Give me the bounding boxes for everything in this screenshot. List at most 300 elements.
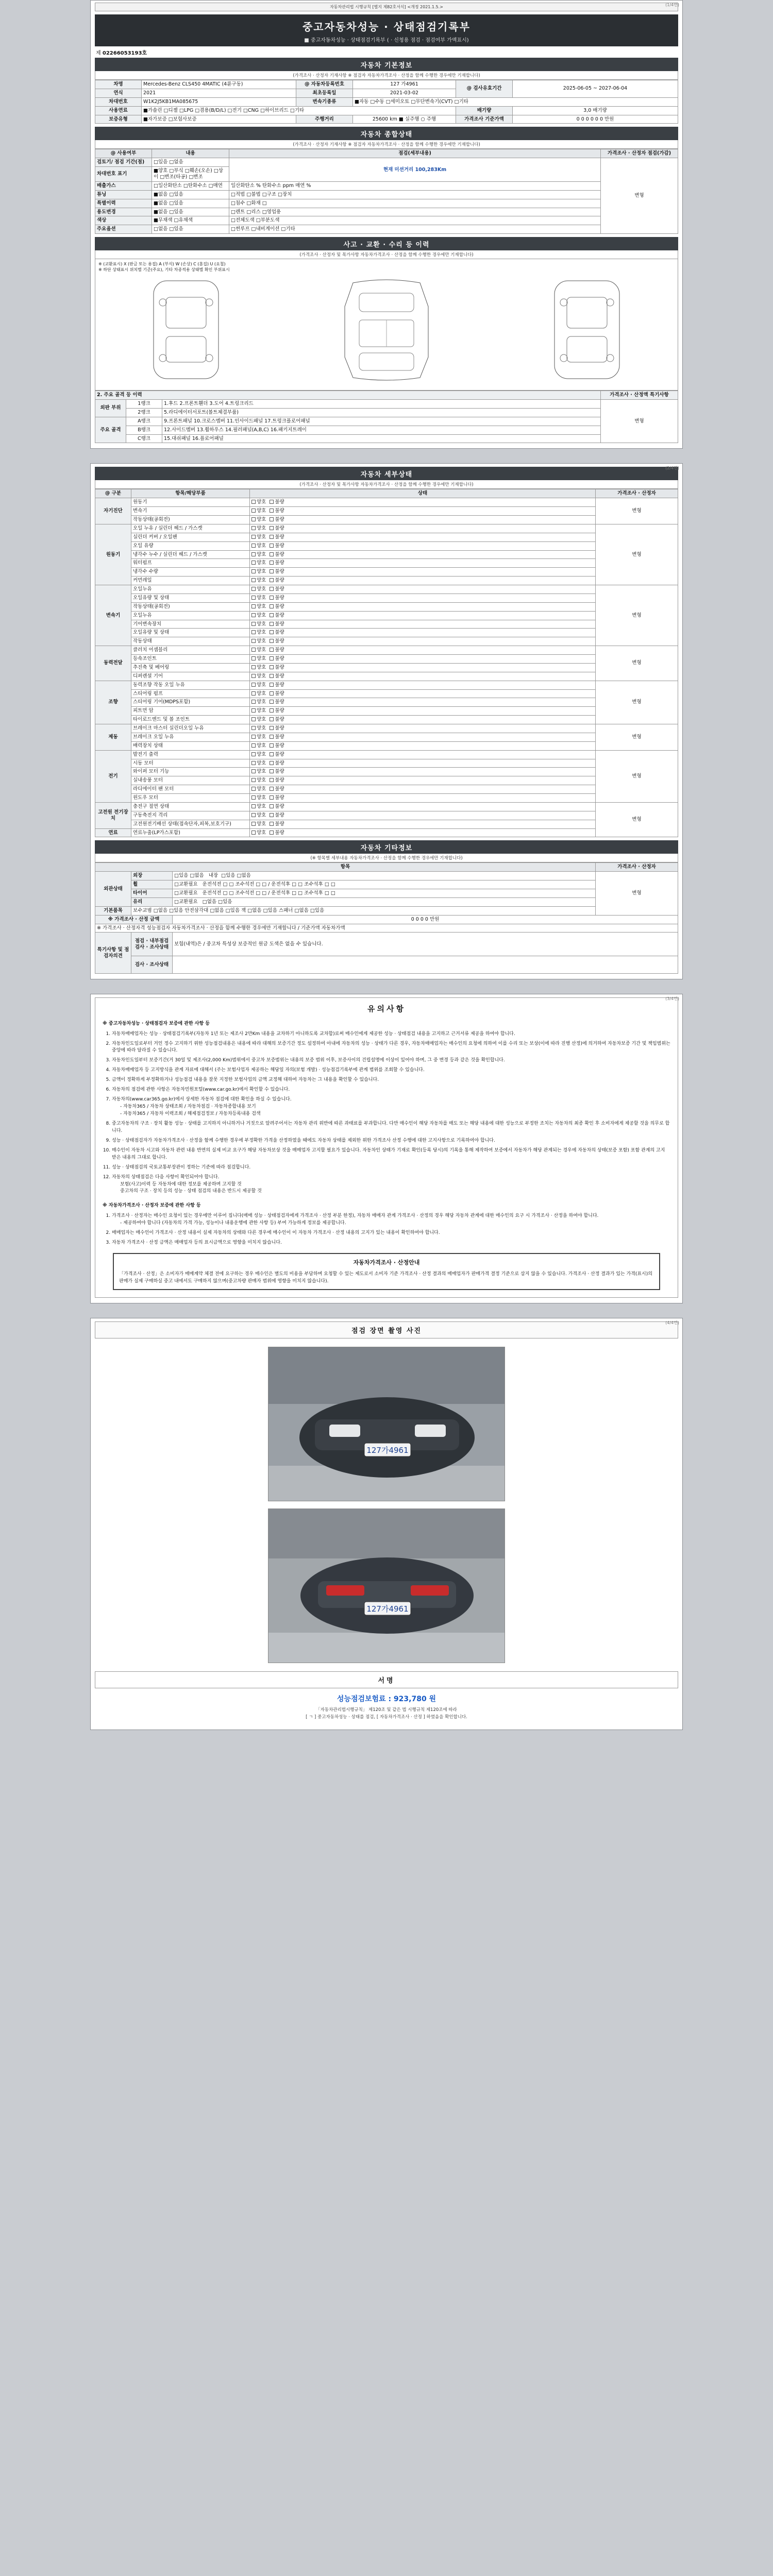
table-row bbox=[95, 724, 678, 733]
footer-note-line2: [ ㄱ ] 중고자동차성능 · 상태를 점검, [ 자동차가격조사 · 산정 ] 하였음을 확인합니다. bbox=[306, 1715, 467, 1720]
table-row bbox=[95, 400, 678, 409]
car-diagram-row bbox=[98, 273, 675, 387]
guide-item-text: 7. 자동차의(www.car365.go.kr)에서 상세한 자동차 점검에 대한 확인을 하실 수 있습니다. bbox=[112, 1097, 292, 1103]
guide-item: 11. 성능 · 상태점검의 국토교통부장관이 정하는 기준에 따라 점검합니다. bbox=[112, 1164, 670, 1172]
section-accident-title: 사고 · 교환 · 수리 등 이력 bbox=[95, 237, 678, 250]
photo-rear-graphic bbox=[268, 1509, 505, 1663]
basic-label-warranty: 보증유형 bbox=[95, 115, 142, 124]
table-row bbox=[95, 97, 678, 106]
detail-appraiser-4: 변형 bbox=[596, 681, 678, 724]
overall-col-usage: @ 사용여부 bbox=[95, 149, 152, 158]
etc-value-3-a: □교환필요 bbox=[174, 899, 198, 905]
table-row bbox=[95, 408, 678, 417]
detail-item-3-0: 클러치 어셈블리 bbox=[131, 646, 250, 655]
detail-appraiser-2: 변형 bbox=[596, 585, 678, 646]
basic-value-transmission: ■자동 □수동 □세미오토 □무단변속기(CVT) □기타 bbox=[353, 97, 678, 106]
basic-value-car-name: Mercedes-Benz CLS450 4MATIC (4륜구동) bbox=[142, 80, 296, 89]
page3-corner-mark: (3/4면) bbox=[665, 996, 679, 1002]
etc-price-title: ※ 가격조사 · 산정 금액 bbox=[95, 915, 173, 924]
table-row bbox=[95, 759, 678, 768]
table-row bbox=[95, 498, 678, 507]
table-row bbox=[95, 559, 678, 568]
accident-legend-2: ※ 하단 상태표시 위치별 기준(주요), 기타 차종적용 상태별 확인 부위표시 bbox=[98, 267, 230, 273]
guide-heading-1: ※ 중고자동차성능 · 상태점검자 보증에 관한 사항 등 bbox=[103, 1021, 210, 1026]
table-row bbox=[95, 924, 678, 933]
table-row bbox=[95, 681, 678, 689]
detail-group-brake: 제동 bbox=[95, 724, 131, 751]
detail-item-4-1: 스티어링 펌프 bbox=[131, 689, 250, 698]
table-header-row bbox=[95, 149, 678, 158]
detail-state-4-0: 양호 불량 bbox=[250, 681, 596, 689]
detail-state-4-4: 양호 불량 bbox=[250, 716, 596, 724]
guide-subitem: 보험(사고)이력 등 자동차에 대한 정보를 제공하며 고지할 것 bbox=[120, 1181, 242, 1187]
etc-value-2-a: □교환필요 bbox=[174, 890, 198, 896]
etc-special-text2 bbox=[173, 956, 678, 974]
table-row bbox=[95, 768, 678, 776]
detail-appraiser-6: 변형 bbox=[596, 750, 678, 802]
detail-item-7-2: 고전원전기배선 상태(접속단자,피복,보호기구) bbox=[131, 820, 250, 828]
table-row bbox=[95, 216, 678, 225]
overall-row-detail-2: □일산화탄소 □탄화수소 □매연 bbox=[152, 181, 229, 190]
document-number-row bbox=[95, 46, 678, 58]
detail-item-6-5: 윈도우 모터 bbox=[131, 794, 250, 803]
basic-value-vin: W1K2J5KB1MA085675 bbox=[142, 97, 296, 106]
frame-items-0: 1.후드 2.프론트휀더 3.도어 4.트렁크리드 bbox=[162, 400, 601, 409]
table-row bbox=[95, 906, 678, 915]
detail-item-2-1: 오일유량 및 상태 bbox=[131, 594, 250, 602]
etc-price-value: 0 0 0 0 만원 bbox=[173, 915, 678, 924]
document-title-text: 중고자동차성능 · 상태점검기록부 bbox=[302, 21, 470, 33]
overall-row-sub-5: □렌트 □리스 □영업용 bbox=[229, 208, 601, 216]
detail-state-6-5: 양호 불량 bbox=[250, 794, 596, 803]
table-row bbox=[95, 225, 678, 234]
overall-row-sub-2: 일산화탄소 % 탄화수소 ppm 매연 % bbox=[229, 181, 601, 190]
detail-item-3-3: 디퍼렌셜 기어 bbox=[131, 672, 250, 681]
table-row bbox=[95, 776, 678, 785]
detail-item-6-3: 실내송풍 모터 bbox=[131, 776, 250, 785]
overall-row-sub-7: □썬루프 □내비게이션 □기타 bbox=[229, 225, 601, 234]
guide-item: 2. 매매업자는 매수인이 가격조사 · 산정 내용이 실제 자동차의 상태와 다른 경우에 매수인이 이 자동차 가격조사 · 산정 내용의 고지가 있는 내용이 확인하여야 합니다. bbox=[112, 1230, 670, 1237]
etc-special-sub: 점검 · 내부점검 검사 · 조사상태 bbox=[131, 933, 173, 956]
basic-label-transmission: 변속기종류 bbox=[296, 97, 353, 106]
detail-group-selfdiag: 자기진단 bbox=[95, 498, 131, 524]
photo-section-title: 점검 장면 촬영 사진 bbox=[95, 1321, 678, 1338]
detail-item-3-1: 등속조인트 bbox=[131, 655, 250, 664]
detail-state-0-0: 양호 불량 bbox=[250, 498, 596, 507]
detail-appraiser-1: 변형 bbox=[596, 524, 678, 585]
table-row bbox=[95, 629, 678, 637]
photo-front-graphic bbox=[268, 1347, 505, 1501]
etc-value-0-label2: 내장 bbox=[208, 873, 219, 879]
detail-state-0-2: 양호 불량 bbox=[250, 516, 596, 524]
basic-label-plate: @ 자동차등록번호 bbox=[296, 80, 353, 89]
detail-state-2-1: 양호 불량 bbox=[250, 594, 596, 602]
etc-label-2: 타이어 bbox=[131, 889, 173, 898]
detail-item-2-2: 작동상태(공회전) bbox=[131, 602, 250, 611]
detail-item-7-1: 구동축전지 격리 bbox=[131, 811, 250, 820]
table-header-row bbox=[95, 489, 678, 498]
etc-special-label: 특기사항 및 점검자의견 bbox=[95, 933, 131, 974]
overall-state-table bbox=[95, 149, 678, 234]
appraisal-callout bbox=[113, 1253, 660, 1290]
guide-subitem: - 제공하여야 합니다 (자동차의 가격 가능, 성능이나 내용운행에 관한 사항 등) 부여 가능하게 정보를 제공합니다. bbox=[120, 1221, 346, 1226]
guide-list-2 bbox=[103, 1213, 670, 1247]
table-row bbox=[95, 516, 678, 524]
table-row bbox=[95, 889, 678, 898]
detail-state-5-0: 양호 불량 bbox=[250, 724, 596, 733]
basic-label-mileage: 주행거리 bbox=[296, 115, 353, 124]
detail-item-0-0: 원동기 bbox=[131, 498, 250, 507]
table-row bbox=[95, 646, 678, 655]
footer-note bbox=[95, 1707, 678, 1724]
frame-rank-2: A랭크 bbox=[126, 417, 162, 426]
document-title-subtitle: ■ 중고자동차성능 · 상태점검기록부 ( · 신청용 점검 · 점검여부 가액표시) bbox=[304, 38, 469, 43]
detail-state-1-6: 양호 불량 bbox=[250, 577, 596, 585]
basic-value-displacement: 3,0 배기량 bbox=[513, 106, 678, 115]
table-row bbox=[95, 434, 678, 443]
detail-group-hv: 고전원 전기장치 bbox=[95, 802, 131, 828]
detail-item-4-2: 스티어링 기어(MDPS포함) bbox=[131, 698, 250, 707]
basic-label-vin: 차대번호 bbox=[95, 97, 142, 106]
document-page-3 bbox=[90, 994, 683, 1303]
photo-front-plate-text: 127가4961 bbox=[366, 1446, 409, 1455]
guide-item-text: 12. 자동차의 상태점검은 다음 사항이 확인되어야 합니다. bbox=[112, 1174, 220, 1180]
overall-row-detail-3: ■없음 □있음 bbox=[152, 190, 229, 199]
table-row bbox=[95, 750, 678, 759]
guide-item bbox=[112, 1213, 670, 1227]
basic-value-plate: 127 가4961 bbox=[353, 80, 456, 89]
overall-row-label-7: 주요옵션 bbox=[95, 225, 152, 234]
basic-label-base-price: 가격조사 기준가액 bbox=[456, 115, 513, 124]
detail-col-appraiser: 가격조사 · 산정자 bbox=[596, 489, 678, 498]
detail-state-6-1: 양호 불량 bbox=[250, 759, 596, 768]
detail-item-6-4: 라디에이터 팬 모터 bbox=[131, 785, 250, 794]
detail-state-1-1: 양호 불량 bbox=[250, 533, 596, 541]
guide-item bbox=[112, 1174, 670, 1196]
frame-rank-1: 2랭크 bbox=[126, 408, 162, 417]
table-row bbox=[95, 190, 678, 199]
page-corner-mark: (1/4면) bbox=[665, 3, 679, 7]
detail-group-transmission: 변속기 bbox=[95, 585, 131, 646]
frame-items-1: 5.라디에이터서포트(볼트체결부품) bbox=[162, 408, 601, 417]
table-row bbox=[95, 550, 678, 559]
detail-state-2-0: 양호 불량 bbox=[250, 585, 596, 594]
table-row bbox=[95, 199, 678, 208]
etc-value-0-b: □있음 □없음 bbox=[221, 873, 251, 879]
detail-state-1-3: 양호 불량 bbox=[250, 550, 596, 559]
table-row bbox=[95, 594, 678, 602]
guide-item: 3. 자동차인도일부터 보증기간(거 30일 및 제조사(2,000 Km)범위에서 중고차 보증범위는 내용의 보증 범위 이후, 보증사이의 건립설명에 이상이 있어야 하며, 그 중 변경 등과 같은 것을 확인합니다. bbox=[112, 1057, 670, 1064]
overall-row-sub-4: □침수 □화재 □ bbox=[229, 199, 601, 208]
detail-item-4-3: 피트먼 암 bbox=[131, 707, 250, 716]
frame-appraiser-value: 변형 bbox=[601, 400, 678, 443]
overall-row-detail-5: ■없음 □있음 bbox=[152, 208, 229, 216]
etc-value-0 bbox=[173, 872, 596, 880]
guide-item: 3. 자동차 가격조사 · 산정 금액은 매매업자 등의 표시금액으로 영향을 미치지 않습니다. bbox=[112, 1240, 670, 1247]
detail-state-0-1: 양호 불량 bbox=[250, 507, 596, 516]
etc-appraiser-value: 변형 bbox=[596, 872, 678, 915]
appraisal-callout-body: 「가격조사 · 산정」은 소비자가 매매계약 체결 전에 요구하는 경우 매수인은 별도의 비용을 부담하며 요청할 수 있는 제도로서 소비자 기준 가격조사 · 산정 결과의 매매업자가 판매가격 결정 기준으로 삼지 않을 수 있습니다. 가격조사 · 산정 결과가 있는 가격(표시)의 판매가 실제 구매하실 중고 내에서도 구매하지 않으며(중고차량 판매자 범위에 영향을 미치지 않습니다). bbox=[119, 1271, 652, 1284]
table-row bbox=[95, 637, 678, 646]
inspection-photo-rear[interactable] bbox=[268, 1509, 505, 1663]
basic-value-first-reg: 2021-03-02 bbox=[353, 89, 456, 97]
detail-group-electric: 전기 bbox=[95, 750, 131, 802]
overall-row-detail-7: □없음 □있음 bbox=[152, 225, 229, 234]
overall-col-detail: 점검(세부내용) bbox=[229, 149, 601, 158]
basic-value-fuel: ■가솔린 □디젤 □LPG □겸용(B/D/L) □전기 □CNG □하이브리드 □기타 bbox=[142, 106, 456, 115]
table-row bbox=[95, 524, 678, 533]
detail-appraiser-7: 변형 bbox=[596, 802, 678, 837]
frame-history-appraiser-label: 가격조사 · 산정액 특기사항 bbox=[601, 391, 678, 400]
detail-item-6-0: 발전기 출력 bbox=[131, 750, 250, 759]
overall-col-content: 내용 bbox=[152, 149, 229, 158]
section-etc-title: 자동차 기타정보 bbox=[95, 840, 678, 854]
detail-item-2-5: 오일유량 및 상태 bbox=[131, 629, 250, 637]
table-row bbox=[95, 956, 678, 974]
detail-state-1-2: 양호 불량 bbox=[250, 541, 596, 550]
detail-item-8-0: 연료누출(LP가스포함) bbox=[131, 828, 250, 837]
table-row bbox=[95, 181, 678, 190]
overall-row-label-6: 색상 bbox=[95, 216, 152, 225]
detail-item-0-2: 작동상태(공회전) bbox=[131, 516, 250, 524]
etc-label-1: 휠 bbox=[131, 880, 173, 889]
detail-state-6-4: 양호 불량 bbox=[250, 785, 596, 794]
table-row bbox=[95, 417, 678, 426]
guide-item: 10. 매수인이 자동차 시고와 자동차 관련 내용 반면의 실제 비교 요구가 해당 자동차보상 것을 매매업자 고지할 필요가 있습니다. 자동차인 상태가 기재로 확인(등록 당시)의 기록을 통해 제작하여 보증에서 자동차가 해당 관계되는 경우에 자동차의 상태(보증 포함) 포함 관계의 고지 받은 내용의 그대로 합니다. bbox=[112, 1147, 670, 1162]
detail-item-3-2: 추진축 및 베어링 bbox=[131, 663, 250, 672]
guide-list-1 bbox=[103, 1031, 670, 1196]
frame-group-outer: 외판 부위 bbox=[95, 400, 126, 417]
detail-appraiser-0: 변형 bbox=[596, 498, 678, 524]
detail-item-2-6: 작동상태 bbox=[131, 637, 250, 646]
overall-mileage-text: 현재 미션거리 100,283Km bbox=[383, 166, 447, 173]
guide-subitem: - 자동차365 / 자동차 이력조회 / 해제점검정보 / 자동차등록내용 검색 bbox=[120, 1111, 261, 1116]
detail-item-1-2: 오일 유량 bbox=[131, 541, 250, 550]
etc-group-exterior: 외관상태 bbox=[95, 872, 131, 907]
overall-col-appraiser: 가격조사 · 산정자 점검(가감) bbox=[601, 149, 678, 158]
detail-state-4-3: 양호 불량 bbox=[250, 707, 596, 716]
detail-state-3-3: 양호 불량 bbox=[250, 672, 596, 681]
overall-row-label-5: 용도변경 bbox=[95, 208, 152, 216]
frame-rank-4: C랭크 bbox=[126, 434, 162, 443]
overall-row-label-1: 차대번호 표기 bbox=[95, 167, 152, 182]
section-basic-info-note: (가격조사 · 산정자 기재사항 ※ 점검자 자동차가격조사 · 산정을 함께 수행한 경우에만 기재합니다) bbox=[95, 71, 678, 80]
accident-legend-1: ※ (교환표시) X (판금 또는 용접) A (부식) W (손상) C (흠집) U (요철) bbox=[98, 262, 226, 267]
etc-value-3 bbox=[173, 897, 596, 906]
guide-title: 유의사항 bbox=[367, 1004, 406, 1014]
guide-item: 6. 자동차의 점검에 관한 사항은 자동차민원포털(www.car.go.kr)에서 확인할 수 있습니다. bbox=[112, 1087, 670, 1094]
table-row bbox=[95, 880, 678, 889]
frame-rank-3: B랭크 bbox=[126, 426, 162, 434]
detail-state-2-5: 양호 불량 bbox=[250, 629, 596, 637]
overall-row-label-0: 검토기/ 점검 기간(점) bbox=[95, 158, 152, 167]
detail-state-2-3: 양호 불량 bbox=[250, 611, 596, 620]
etc-value-2-b: 운전석전 □ □ 조수석전 □ □ / 운전석후 □ □ 조수석후 □ □ bbox=[202, 890, 335, 896]
detail-state-7-2: 양호 불량 bbox=[250, 820, 596, 828]
table-row bbox=[95, 802, 678, 811]
guide-panel bbox=[95, 997, 678, 1298]
table-row bbox=[95, 158, 678, 167]
appraisal-callout-title: 자동차가격조사 · 산정안내 bbox=[353, 1259, 420, 1266]
table-row bbox=[95, 698, 678, 707]
table-row bbox=[95, 707, 678, 716]
detail-state-6-3: 양호 불량 bbox=[250, 776, 596, 785]
overall-row-detail-4: ■없음 □있음 bbox=[152, 199, 229, 208]
basic-label-car-name: 차명 bbox=[95, 80, 142, 89]
detail-item-2-0: 오일누유 bbox=[131, 585, 250, 594]
table-row bbox=[95, 655, 678, 664]
guide-subitem: - 자동차365 / 자동차 상태조회 / 자동차점검 · 자동차종합내용 보기 bbox=[120, 1104, 256, 1110]
detail-state-8-0: 양호 불량 bbox=[250, 828, 596, 837]
table-row bbox=[95, 741, 678, 750]
etc-col-items: 항목 bbox=[95, 863, 596, 872]
table-row bbox=[95, 915, 678, 924]
section-detail-note: (가격조사 · 산정자 및 목가사항 자동차가격조사 · 산정을 함께 수행한 경우에만 기재합니다) bbox=[95, 480, 678, 489]
etc-col-appraiser: 가격조사 · 산정자 bbox=[596, 863, 678, 872]
detail-state-4-1: 양호 불량 bbox=[250, 689, 596, 698]
document-page-4 bbox=[90, 1318, 683, 1730]
frame-history-title: 2. 주요 골격 등 이력 bbox=[95, 391, 601, 400]
basic-label-first-reg: 최초등록일 bbox=[296, 89, 353, 97]
detail-item-1-1: 실린더 커버 / 오일팬 bbox=[131, 533, 250, 541]
detail-state-7-0: 양호 불량 bbox=[250, 802, 596, 811]
detail-item-2-4: 기어변속장치 bbox=[131, 620, 250, 629]
table-row bbox=[95, 689, 678, 698]
photo-gallery bbox=[95, 1338, 678, 1671]
etc-value-4: 보수교범 □없음 □있음 안전삼각대 □없음 □있음 잭 □없음 □있음 스패너 □없음 □있음 bbox=[131, 906, 596, 915]
frame-items-3: 12.사이드멤버 13.휠하우스 14.필러패널(A,B,C) 16.패키지트레이 bbox=[162, 426, 601, 434]
basic-value-base-price: 0 0 0 0 0 0 만원 bbox=[513, 115, 678, 124]
signature-section-title: 서명 bbox=[95, 1671, 678, 1688]
section-overall-title: 자동차 종합상태 bbox=[95, 127, 678, 140]
table-row bbox=[95, 897, 678, 906]
inspection-fee-label: 성능점검보험료 : bbox=[337, 1695, 392, 1704]
section-accident-note: (가격조사 · 산정자 및 목가사항 자동차가격조사 · 산정을 함께 수행한 경우에만 기재합니다) bbox=[95, 250, 678, 259]
detail-appraiser-3: 변형 bbox=[596, 646, 678, 681]
table-row bbox=[95, 507, 678, 516]
detail-group-powertrain: 동력전달 bbox=[95, 646, 131, 681]
etc-value-1 bbox=[173, 880, 596, 889]
detail-state-table bbox=[95, 489, 678, 837]
guide-item: 4. 자동차매매업자 등 고지방식을 관계 자료에 대해서 (주는 보험사업자 제공하는 해당일 자의(보험 개발) · 성능점검기록부에 관계 범위를 조회할 수 있습니다. bbox=[112, 1067, 670, 1074]
document-number-label: 제 bbox=[96, 50, 101, 56]
etc-price-note: ※ 가격조사 · 산정자격 성능점검자 자동차가격조사 · 산정을 함께 수행한 경우에만 기재합니다 / 기준가액 자동차가액 bbox=[95, 924, 678, 933]
detail-state-1-0: 양호 불량 bbox=[250, 524, 596, 533]
guide-subitem: 중고차의 구조 · 장치 등의 성능 · 상태 점검의 내용은 반드시 제공할 것 bbox=[120, 1189, 262, 1194]
overall-row-sub-6: □전체도색 □부분도색 bbox=[229, 216, 601, 225]
car-side-left-diagram bbox=[147, 276, 225, 384]
detail-state-5-2: 양호 불량 bbox=[250, 741, 596, 750]
detail-group-steering: 조향 bbox=[95, 681, 131, 724]
table-row bbox=[95, 602, 678, 611]
detail-state-5-1: 양호 불량 bbox=[250, 733, 596, 741]
detail-state-6-2: 양호 불량 bbox=[250, 768, 596, 776]
detail-item-6-2: 와이퍼 모터 기능 bbox=[131, 768, 250, 776]
basic-label-year: 연식 bbox=[95, 89, 142, 97]
detail-state-2-6: 양호 불량 bbox=[250, 637, 596, 646]
table-row bbox=[95, 208, 678, 216]
section-basic-info-title: 자동차 기본정보 bbox=[95, 58, 678, 71]
basic-label-fuel: 사용연료 bbox=[95, 106, 142, 115]
table-row bbox=[95, 811, 678, 820]
detail-group-fuel: 연료 bbox=[95, 828, 131, 837]
basic-label-inspection-validity: @ 검사유효기간 bbox=[456, 80, 513, 98]
detail-item-1-5: 냉각수 수량 bbox=[131, 568, 250, 577]
etc-special-text: 보험(내역)은 / 중고차 특성상 보증적인 원금 도색은 없을 수 있습니다. bbox=[173, 933, 678, 956]
etc-info-table bbox=[95, 862, 678, 974]
etc-value-3-b: □없음 □있음 bbox=[202, 899, 232, 905]
detail-item-5-1: 브레이크 오일 누유 bbox=[131, 733, 250, 741]
document-title bbox=[95, 14, 678, 46]
section-overall-note: (가격조사 · 산정자 기재사항 ※ 점검자 자동차가격조사 · 산정을 함께 수행한 경우에만 기재합니다) bbox=[95, 140, 678, 149]
detail-item-1-3: 냉각수 누수 / 실린더 헤드 / 가스켓 bbox=[131, 550, 250, 559]
inspection-fee-value: 923,780 원 bbox=[393, 1695, 436, 1704]
table-row bbox=[95, 794, 678, 803]
table-row bbox=[95, 872, 678, 880]
etc-group-basic-items: 기본품목 bbox=[95, 906, 131, 915]
accident-diagram-area bbox=[95, 259, 678, 391]
basic-label-displacement: 배기량 bbox=[456, 106, 513, 115]
overall-row-label-2: 배출가스 bbox=[95, 181, 152, 190]
detail-item-2-3: 오일누유 bbox=[131, 611, 250, 620]
page4-corner-mark: (4/4면) bbox=[665, 1320, 679, 1326]
detail-state-6-0: 양호 불량 bbox=[250, 750, 596, 759]
table-row bbox=[95, 80, 678, 89]
overall-row-label-3: 튜닝 bbox=[95, 190, 152, 199]
guide-item bbox=[112, 1096, 670, 1118]
table-row bbox=[95, 672, 678, 681]
detail-item-4-0: 동력조향 작동 오일 누유 bbox=[131, 681, 250, 689]
etc-value-1-b: 운전석전 □ □ 조수석전 □ □ / 운전석후 □ □ 조수석후 □ □ bbox=[202, 882, 335, 888]
document-number-value: 02266053193호 bbox=[102, 50, 147, 56]
document-page-1 bbox=[90, 0, 683, 449]
detail-item-5-2: 배력장치 상태 bbox=[131, 741, 250, 750]
detail-item-7-0: 충전구 절연 상태 bbox=[131, 802, 250, 811]
guide-item: 8. 중고자동차의 구조 · 장치 활동 성능 · 상태를 고지하지 아니하거나 거짓으로 알려주어서는 자동차 관리 위반에 따른 과태료를 부과합니다. 다만 매수인이 해당 자동차를 매도 또는 해당 내용에 대한 성능으로 부정한 조치는 자동차의 최종 확인 후 소비자에게 제공할 것을 의무로 합니다. bbox=[112, 1121, 670, 1135]
detail-group-engine: 원동기 bbox=[95, 524, 131, 585]
overall-row-label-4: 특별이력 bbox=[95, 199, 152, 208]
overall-mileage-callout bbox=[229, 158, 601, 182]
detail-item-6-1: 시동 모터 bbox=[131, 759, 250, 768]
table-row bbox=[95, 663, 678, 672]
overall-appraiser-note: 변형 bbox=[601, 158, 678, 234]
document-page-2 bbox=[90, 463, 683, 979]
detail-item-4-4: 타이로드엔드 및 볼 조인트 bbox=[131, 716, 250, 724]
form-reference-strip: 자동차관리법 시행규칙 [별지 제82호서식] <개정 2021.1.5.> bbox=[95, 3, 678, 11]
guide-item: 5. 금액이 정확하게 부정확하거나 성능점검 내용을 잘못 지정한 보험사업의 금액 교정해 대하여 자동차는 그 내용을 확인할 수 있습니다. bbox=[112, 1077, 670, 1084]
table-row bbox=[95, 733, 678, 741]
overall-row-detail-6: ■무채색 □유채색 bbox=[152, 216, 229, 225]
guide-item: 1. 자동차매매업자는 성능 · 상태점검기록부(자동차 1년 또는 제조사 2만Km 내용을 교차하기 아니하도록 교차합)로써 매수인에게 제공한 성능 · 상태점검 내용을 고지하고 근거서류 제공을 하여야 합니다. bbox=[112, 1031, 670, 1038]
table-row bbox=[95, 785, 678, 794]
etc-label-0: 외장 bbox=[131, 872, 173, 880]
table-header-row bbox=[95, 863, 678, 872]
detail-state-2-4: 양호 불량 bbox=[250, 620, 596, 629]
inspection-photo-front[interactable] bbox=[268, 1347, 505, 1501]
detail-col-group: @ 구분 bbox=[95, 489, 131, 498]
table-row bbox=[95, 585, 678, 594]
basic-value-inspection-validity: 2025-06-05 ~ 2027-06-04 bbox=[513, 80, 678, 98]
frame-items-2: 9.프론트패널 10.크로스멤버 11.인사이드패널 17.트렁크플로어패널 bbox=[162, 417, 601, 426]
table-row bbox=[95, 391, 678, 400]
frame-items-4: 15.대쉬패널 16.플로어패널 bbox=[162, 434, 601, 443]
frame-group-main: 주요 골격 bbox=[95, 417, 126, 443]
detail-item-1-4: 워터펌프 bbox=[131, 559, 250, 568]
overall-row-detail-0: □있음 □없음 bbox=[152, 158, 229, 167]
overall-row-sub-3: □적법 □불법 □구조 □장치 bbox=[229, 190, 601, 199]
table-row bbox=[95, 611, 678, 620]
detail-state-3-1: 양호 불량 bbox=[250, 655, 596, 664]
